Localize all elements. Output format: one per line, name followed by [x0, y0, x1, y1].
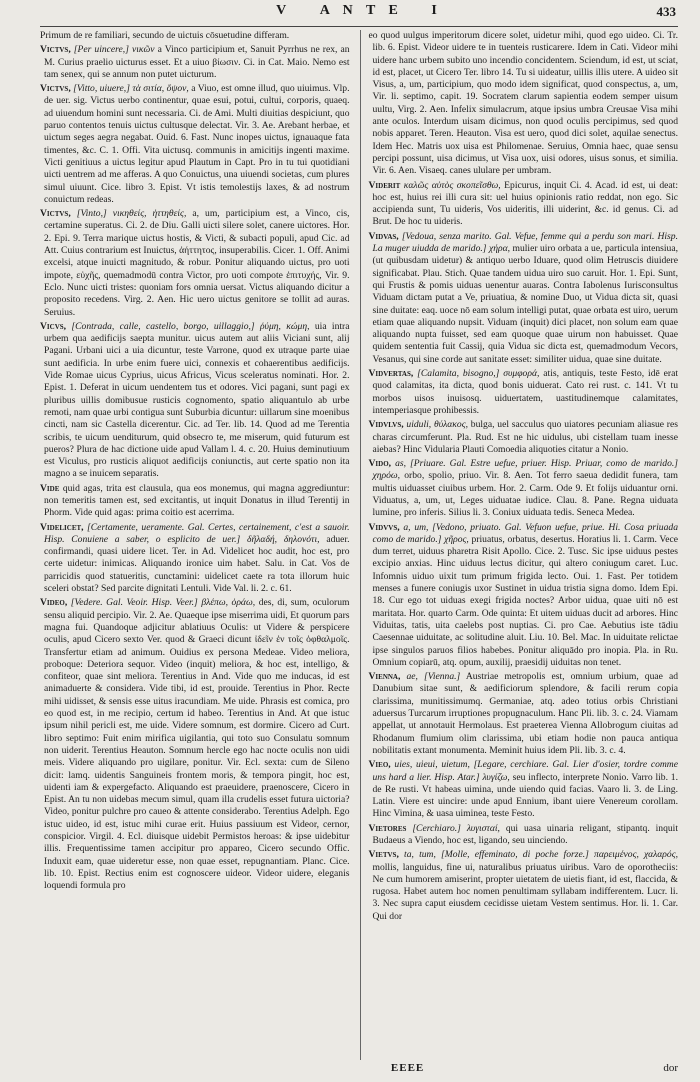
dictionary-entry	[369, 30, 679, 178]
dictionary-entry	[369, 759, 679, 820]
running-title-part: A N T E	[319, 3, 403, 18]
dictionary-entry	[40, 597, 350, 892]
dictionary-entry	[369, 849, 679, 923]
entry-gloss: [Certamente, ueramente. Gal. Certes, certainement, c'est a sauoir. Hisp. Conuiene a saber, o esplicito de uer.]	[44, 521, 350, 545]
entry-text: mulier uiro orbata a ue, particula intensiua, (ut quibusdam uidetur) & antiquo uerbo Iduare, quod olim Hetruscis diuidere significabat. Plau. Stich. Quae tandem uidua uiro suo caruit. Hor. 1. Epi. Sunt, qui Frustis & pomis uiduas uenentur auaras. Contra Iabolenus Iurisconsultus Viduam dictam putat a Ve, priuatiua, & nomine Duo, ut Vidua dicta sit, quasi sine duitate: eaq. uoce nō eam solum intelligi putat, quae orbata est uiro, uerum etiam quae aliquando nupsit. Viduam (inquit) dici placet, non solum eam quae aliquando nupta fuisset, sed eam quoque quae uirum non habuisset. Quae quidem sententia fuit Cassij, quia Vidua sic dicta est, quemadmodum Vecors, Vesanus, qui sine corde aut sanitate esset: similiter uidua, quae sine duitate.	[372, 243, 678, 365]
running-title-part: I	[431, 3, 442, 18]
dictionary-entry	[369, 522, 679, 670]
dictionary-entry	[369, 671, 679, 757]
entry-greek: ῥύμη, κώμη,	[259, 320, 310, 332]
entry-gloss: uies, uieui, uietum, [Legare, cerchiare. Gal. Lier d'osier, tordre comme uns hard a lier. Hisp. Atar.]	[372, 759, 678, 783]
entry-text: atis, antiquis, teste Festo, idē erat quod calamitas, ita dicta, quod bonis uiduerat. Cato rei rust. c. 141. Vt tu morbos uisos inuisosq. uiduertatem, uastitudinemque calamitates, intemperiasque prohibessis.	[372, 368, 678, 416]
left-column	[40, 30, 350, 1060]
entry-lemma: Vidvertas,	[368, 368, 414, 380]
entry-text: priuatus, orbatus, desertus. Horatius li. 1. Carm. Vece dum terret, uiduus pharetra Risit Apollo. Cice. 2. Tusc. Sic ipse uiduus pestes excipio anxias. Hinc uiduus lectus dicitur, qui altero coniugum caret. Luc. Infomnis uiduo uixit tum primum frigida lecto. Oui. 1. Fast. Per totidem menses a funere coniugis uxor Sustinet in uidua tristia signa domo. Idem Epi. 18. Cur ego tot uiduas exegi frigida noctes? Arbor uidua, quae uiti nō est maritata. Hor. quarto Carm. Ode quinta: Et uitem uiduas ducit ad arbores. Hinc Viduitas, tatis, uita caelebs post nuptias. Ci. pro Cae. Aebutius iste tādiu Caesennae uiduitate, ac solitudine aluit. Liu. 10. Bel. Mac. In uiduitate relictae ipse singulos paruos filios habebes. Ponitur aliquādo pro inopia. Pla. in Ru. Omnium copiarū, atq. opum, auxilij, praesidij uiduitas non tenet.	[372, 533, 678, 668]
signature-mark: EEEE	[390, 1062, 425, 1074]
dictionary-entry	[369, 180, 679, 229]
entry-greek: χήρα,	[489, 243, 511, 255]
entry-greek: θύλακος,	[434, 419, 468, 431]
entry-gloss: [Vitto, uiuere,]	[73, 83, 130, 95]
entry-lemma: Videlicet,	[40, 521, 84, 533]
entry-gloss: [Contrada, calle, castello, borgo, uillaggio,]	[71, 320, 255, 332]
dictionary-entry	[40, 30, 350, 42]
dictionary-entry	[40, 208, 350, 319]
entry-lemma: Video,	[40, 597, 68, 609]
running-title-part: V	[276, 3, 292, 18]
entry-gloss: [Vinto,]	[76, 208, 107, 220]
entry-lemma: Vietvs,	[368, 849, 399, 861]
entry-lemma: Vidvvs,	[368, 521, 400, 533]
entry-text: mollis, languidus, fine ui, naturalibus priuatus uiribus. Varo de oporotheciis: Ne cum humorem amiserint, propter uietatem de uietis fiant, id est, flaccida, & rugosa. Habet autem hoc nomen penultimam syllabam indifferentem. Lucr. li. 3. Nec supra caput eiusdem cecidisse uietam Vestem sentimus. Hor. li. 1. Car. Qui dor	[372, 861, 678, 922]
entry-lemma: Vicvs,	[40, 320, 67, 332]
entry-gloss: a, um, [Vedono, priuato. Gal. Vefuon uefue, priue. Hi. Cosa priuada como de marido.]	[372, 521, 678, 545]
entry-lemma: Vide	[40, 482, 60, 494]
entry-lemma: Vienna,	[368, 671, 401, 683]
entry-text: a Vinco participium et, Sanuit Pyrrhus ne rex, an M. Curius praelio uicturus esset. Et a uiuo βίωσιν. Ci. in Cat. Maio. Nemo est tam senex, qui se annum non putet uicturum.	[44, 44, 350, 80]
entry-gloss: uiduli,	[406, 419, 432, 431]
entry-gloss: [Per uincere,]	[73, 44, 129, 56]
text-columns	[40, 30, 678, 1060]
entry-lemma: Vidvlvs,	[368, 419, 404, 431]
entry-text: des, di, sum, oculorum sensu aliquid percipio. Vir. 2. Ae. Quaeque ipse miserrima uidi, Et quorum pars magna fui. Quandoque adjicitur ablatiuus Oculis: ut Videre & perspicere oculis, apud Cicero sexto Ver. quod & Graeci dicunt ἰδεῖν ἐν τοῖς ὀφθαλμοῖς. Transfertur etiam ad animum. Ouidius ex persona Medeae. Video meliora, proboque: Deteriora sequor. Video (inquit) meliora, & hoc est, intelligo, & confiteor, quae sint meliora. Terentius in And. Vide quo me inducas, id est animaduerte & considera. Vide tibi, id est, prouide. Terentius in Phor. Recte mihi uidisset, & sensis esse uitus iracundiam. Me uide. Phrasis est comica, pro eo quod est, in me recipio, certum id habeo. Terentius in And. At que istuc ipsum nihil pericli est, me uide. Videre somnum, est dormire. Cicero ad Curt. libro septimo: Fuit enim mirifica uigilantia, qui toto suo Consulatu somnum non uiderit. Terentius Heauton. Somnum hercle ego hac nocte oculis non uidi meis. Videre aliquando pro uigilare, ponitur. Vir. Ecl. sexta: cum de Sileno dicit: lamq. uidentis Sanguineis frontem moris, & tempora pingit, hoc est, uidenti iam & expergefacto. Aliquando est praeuidere, praenoscere, Cicero in Epist. An tu non uidebas mecum simul, quam illa crudelis esset futura uictoria? Video, ponitur pulchre pro caueo & attente considerabo. Terentius Adelph. Ego istuc uideo, id est, istuc mihi curae erit. Huius passiuum est Videor, cernor, conspicior. Virgil. 4. Ecl. diuisque uidebit Permistos heroas: & ipse uidebitur illis. Frequentissime tamen accipitur pro appareo, Cicero secundo Offic. Induxit eam, quae uideretur esse, non quae esset, repugnantiam. Planc. Cice. lib. 10. Epist. Rectius enim est cognoscere uideor. Videor uidere, eleganis loquendi formula pro	[44, 597, 350, 892]
entry-greek: παρειμένος, χαλαρός,	[594, 849, 678, 861]
entry-greek: βλέπω, ὁράω,	[201, 597, 256, 609]
entry-greek: λυγισταί,	[466, 822, 500, 834]
entry-gloss: as, [Priuare. Gal. Estre uefue, priuer. Hisp. Priuar, como de marido.]	[395, 458, 678, 470]
entry-text: Austriae metropolis est, omnium urbium, quae ad Danubium sitae sunt, & aedificiorum splendore, & facili rerum copia clarissima, munitissimumq. Germaniae, atq. adeo totius orbis Christiani aduersus Turcarum irruptiones propugnaculum. Hanc Pli. lib. 3. c. 24. Viamam appellat, ut annotauit Hermolaus. Est praeterea Vienna Allobrogum ciuitas ad Rhodanum flumium olim clarissima, ubi etiam hodie non pauca antiqua nobilitatis extant monumenta. Meminit huius idem Pli. lib. 3. c. 4.	[372, 671, 678, 756]
entry-gloss: [Vedere. Gal. Veoir. Hisp. Veer.]	[70, 597, 198, 609]
entry-greek: καλῶς αὐτὸς σκοπεῖσθω,	[403, 179, 501, 191]
entry-lemma: Vidvas,	[368, 230, 399, 242]
dictionary-entry	[40, 483, 350, 520]
entry-greek: νικῶν	[132, 44, 155, 56]
entry-text: a Viuo, est omne illud, quo uiuimus. Vlp. de uer. sig. Victus uerbo continentur, quae esui, potui, cultui, corporis, quaeq. ad uiuendum homini sunt necessaria. Ci. de Ami. Multi diuitias despiciunt, quo paruo contentos tenuis uictus cultusque delectat. Vir. 3. Ae. Arebant herbae, et uictum seges aegra negabat. Ouid. 6. Fast. Nunc inopes uictus, ignauaque fata timentes, &c. C. 1. Offi. Vita uictusq. communis in amicitijs ingenti maxime. Victi genitiuus a uictus legitur apud Plautum in Capt. Pro in tu tui quotidiani uicti uentrem ad me afferas. A quo Conuictus, una uiuendi societas, cum plures simul uiuunt. Cice. libro 3. Epist. Vt istis temolestijs laxes, & ad nostrum conuictum redeas.	[44, 83, 350, 205]
entry-text: qui uasa uinaria religant, stipantq. inquit Budaeus a Viendo, hoc est, ligando, seu uinciendo.	[372, 822, 678, 846]
entry-greek: συμφορά,	[503, 368, 540, 380]
entry-text: quid agas, trita est clausula, qua eos monemus, qui magna aggrediuntur: non temeritis tamen est, sed excitantis, ut inquit Donatus in illud Terentij in Phorm. Vide quid agas: prima coitio est acerrima.	[44, 482, 350, 519]
entry-lemma: Victvs,	[40, 44, 71, 56]
entry-gloss: [Vedoua, senza marito. Gal. Vefue, femme qui a perdu son mari. Hisp. La muger uiudda de marido.]	[372, 230, 678, 255]
dictionary-entry	[40, 44, 350, 81]
dictionary-entry	[369, 458, 679, 519]
dictionary-entry	[40, 522, 350, 596]
entry-lemma: Vietores	[368, 822, 407, 834]
entry-text: bulga, uel sacculus quo uiatores pecuniam aliasue res charas circumferunt. Pla. Rud. Est ne hic uidulus, ubi cistellam tuam inesse aiebas? Hinc Vidularia Plauti Comoedia aliquoties citatur a Nonio.	[372, 419, 678, 455]
entry-gloss: [Calamita, bisogno,]	[417, 368, 500, 380]
entry-gloss: ta, tum, [Molle, effeminato, di poche forze.]	[404, 849, 589, 861]
entry-greek: χῆρος,	[444, 533, 469, 545]
entry-text: Primum de re familiari, secundo de uictuis cōsuetudine differam.	[40, 30, 290, 41]
entry-lemma: Victvs,	[40, 83, 71, 95]
dictionary-entry	[369, 419, 679, 456]
running-title	[40, 3, 678, 19]
running-header	[40, 0, 678, 27]
catchword: dor	[663, 1062, 678, 1074]
entry-lemma: Victvs,	[40, 208, 71, 220]
entry-text: orbo, spolio, priuo. Vir. 8. Aen. Tot ferro saeua dedidit funera, tam multis uiduasset ciuibus urbem. Hor. 2. Carm. Ode 9. Et folijs uiduantur orni. Viduatus, a, um, ut, Leges uiduatae iudice. Clau. 8. Pane. Regna uiduata lumine, pro inferis. Silius li. 3. Coniux uiduata tedis. Seneca Medea.	[372, 470, 678, 519]
right-column	[360, 30, 679, 1060]
dictionary-entry	[40, 321, 350, 481]
entry-text: Epicurus, inquit Ci. 4. Acad. id est, ui deat: hoc est, huius rei illi cura sit: uel huius opinionis ratio reddat, non ego. Sic accipienda sunt, Tu uideris, Vos uideritis, illi uiderint, &c. id genus. Ci. ad Brut. De hoc tu uideris.	[372, 179, 678, 228]
entry-greek: λυγίζω,	[482, 771, 510, 783]
entry-text: uia intra urbem qua aedificijs saepta munitur. uicus autem aut aliis Viciani sunt, alij Pagani. Urbani uici a uia dicuntur, teste Varrone, quod ex utraque parte uiae sunt aedificia. In urbe enim fuere uici, connexis et cohaerentibus aedificijs. Vide Romae uicus Cyprius, uicus Africus, Vicus sceleratus nominati. Hor. 2. Epist. 1. Deferat in uicum uendentem tus et odores. Vici pagani, sunt pagi ex pluribus uillis domibusue rusticis cognomento, spatio aliquantulo ab urbe remoti, nam quae urbi contigua sunt Suburbia dicuntur: uillarum sine moenibus cincti, nam sic Castella dicerentur. Cic. ad Ter. lib. 14. Quod ad me Terentia scribis, te uicum uenditurum, quid obsecro te, me miserum, quid futurum est pueros? Plura de hac dictione uide apud Vallam l. 4. c. 20. Huius deminutiuum est Viculus, pro rusticis aliquot aedificijs coniunctis, aut certe spatio non ita magno a se inuicem separatis.	[44, 320, 350, 480]
dictionary-entry	[40, 83, 350, 206]
entry-text: a, um, participium est, a Vinco, cis, certamine superatus. Ci. 2. de Diu. Galli uicti silere solet, canere uictores. Hor. 2. Epi. 9. Terra marique uictus hostis, & Victi, & subacti populi, apud Cic. ad Att. Cuius contrarium est Inuictus, ἀήττητος, insuperabilis. Cicer. 1. Off. Animi excelsi, atque inuicti magnitudo, & robur. Ponitur aliquando uictus, pro uoti impote, εὐχῆς, quemadmodū contra Victor, pro uoti compote ἐπιτυχής, Vir. 9. Eclo. Nunc uicti tristes: quoniam fors omnia uersat. Victus aliquando dicitur a proposito recedens. Virg. 2. Aen. Hic uero uictus genitore se tollit ad auras. Seruius.	[44, 208, 350, 318]
entry-greek: τὰ σιτία, ὄψον,	[132, 83, 189, 95]
dictionary-entry	[369, 231, 679, 366]
entry-lemma: Vieo,	[368, 759, 391, 771]
page-footer	[40, 1062, 678, 1076]
entry-lemma: Vido,	[368, 458, 392, 470]
entry-lemma: Viderit	[368, 179, 401, 191]
entry-greek: νικηθείς, ἡττηθείς,	[112, 208, 187, 220]
entry-greek: χηρόω,	[372, 470, 401, 482]
dictionary-entry	[369, 823, 679, 848]
entry-text: aduer. confirmandi, quasi uidere licet. Ter. in Ad. Videlicet hoc audit, hoc est, pro certe uidetur: inimicas. Aliquando ironice uim habet. Salu. in Cat. Vos de parricidis quod statueritis, cunctamini: uidelicet caete ra tota illorum huic sceleri obstat? Sed parcite dignitati Lentuli. Vide Val. li. 2. c. 61.	[44, 533, 350, 595]
entry-text: seu inflecto, interprete Nonio. Varro lib. 1. de Re rusti. Vt habeas uimina, unde uiendo quid facias. Vaaro li. 3. de Ling. Latin. Viere est uincire: unde apud Ennium, ibant uiere Venereum corollam. Hinc Vimina, & uasa uiminea, teste Festo.	[372, 771, 678, 820]
dictionary-entry	[369, 368, 679, 417]
entry-gloss: ae, [Vienna.]	[406, 671, 461, 683]
page-number: 433	[656, 4, 676, 19]
entry-gloss: [Cerchiaro.]	[412, 822, 461, 834]
entry-greek: δῆλαδή, δηλονότι,	[247, 533, 320, 545]
entry-text: eo quod uulgus imperitorum dicere solet, uidetur mihi, quod ego uideo. Ci. Tr. lib. 6. Epist. Videor uidere te in tuenteis rusticarere. Idem in Cati. Videor mihi uidere hanc urbem subito uno incendio concidentem. Sciendum, id est, ut sciat, id est, placet, ut Cicero Ter. libro 14. Tu si uideatur, uillis illis utere. A uideo sit Visus, a, um, participium, quo modo idem significat, quod conspectus, a, um, Vir. li. septimo, capit. 19. Socratem clarum sapientia eodem semper uisum uultu, Virg. 2. Aen. Infelix simulacrum, atque ipsius umbra Creusae Visa mihi ante oculos. Interdum uisam dicimus, non quod oculis percipimus, sed quod nobis apparet. Teren. Heauton. Visa est uero, quod dici solet, aquilae senectus. Idem Hec. Matris uox uisa est Philomenae. Seruius, Omnia haec, quae sensu percipi possunt, uisa dicimus, ut Visa uox, uisi odores, uisus sonus, et similia. Vir. 6. Aen. Visaeq. canes ululare per umbram.	[368, 30, 678, 177]
